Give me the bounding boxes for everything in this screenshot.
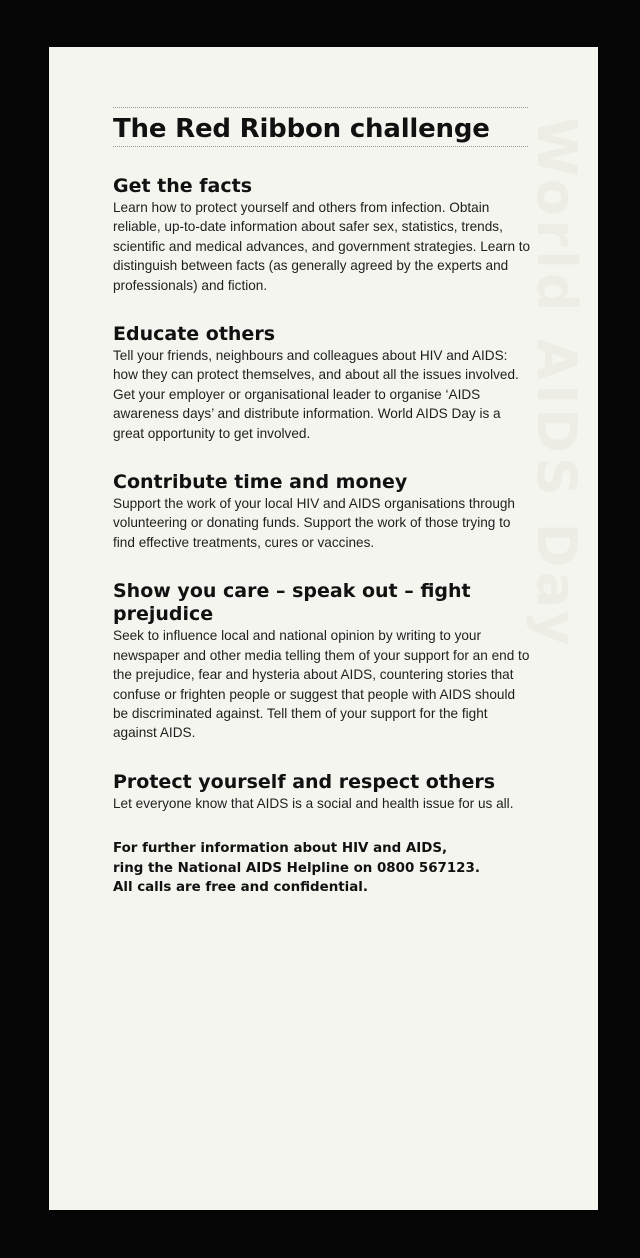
page-title: The Red Ribbon challenge (113, 114, 490, 144)
helpline-line: ring the National AIDS Helpline on 0800 567123. (113, 860, 480, 876)
helpline-line: All calls are free and confidential. (113, 880, 368, 896)
show-through-text: World AIDS Day (525, 117, 588, 650)
helpline-line: For further information about HIV and AIDS, (113, 841, 448, 857)
section-heading: Show you care – speak out – fight prejudice (113, 580, 471, 626)
leaflet-content (113, 107, 533, 898)
leaflet-page (49, 47, 598, 1210)
section-heading: Get the facts (113, 175, 253, 197)
title-rule-bottom (113, 146, 528, 147)
section-protect-yourself (113, 771, 533, 813)
section-body: Let everyone know that AIDS is a social and health issue for us all. (113, 795, 514, 811)
section-heading: Educate others (113, 323, 276, 346)
section-heading: Contribute time and money (113, 471, 408, 494)
section-body: Seek to influence local and national opinion by writing to your newspaper and other media telling them of your support for an end to the prejudice, fear and hysteria about AIDS, countering stories that confuse or frighten people or suggest that people with AIDS should be discriminated against. Tell them of your support for the fight against AIDS. (113, 628, 530, 741)
section-heading: Protect yourself and respect others (113, 770, 496, 793)
section-body: Learn how to protect yourself and others from infection. Obtain reliable, up-to-date information about safer sex, statistics, trends, scientific and medical advances, and government strategies. Learn to distinguish between facts (as generally agreed by the experts and professionals) and fiction. (113, 200, 531, 293)
section-contribute (113, 471, 533, 552)
section-body: Tell your friends, neighbours and colleagues about HIV and AIDS: how they can protect themselves, and about all the issues involved. Get your employer or organisational leader to organise ‘AIDS awareness days’ and distribute information. World AIDS Day is a great opportunity to get involved. (113, 348, 519, 441)
helpline-info (113, 839, 533, 898)
section-educate-others (113, 323, 533, 443)
section-get-the-facts (113, 175, 533, 295)
section-body: Support the work of your local HIV and AIDS organisations through volunteering or donating funds. Support the work of those trying to find effective treatments, cures or vaccines. (113, 496, 515, 550)
section-show-you-care (113, 580, 533, 742)
